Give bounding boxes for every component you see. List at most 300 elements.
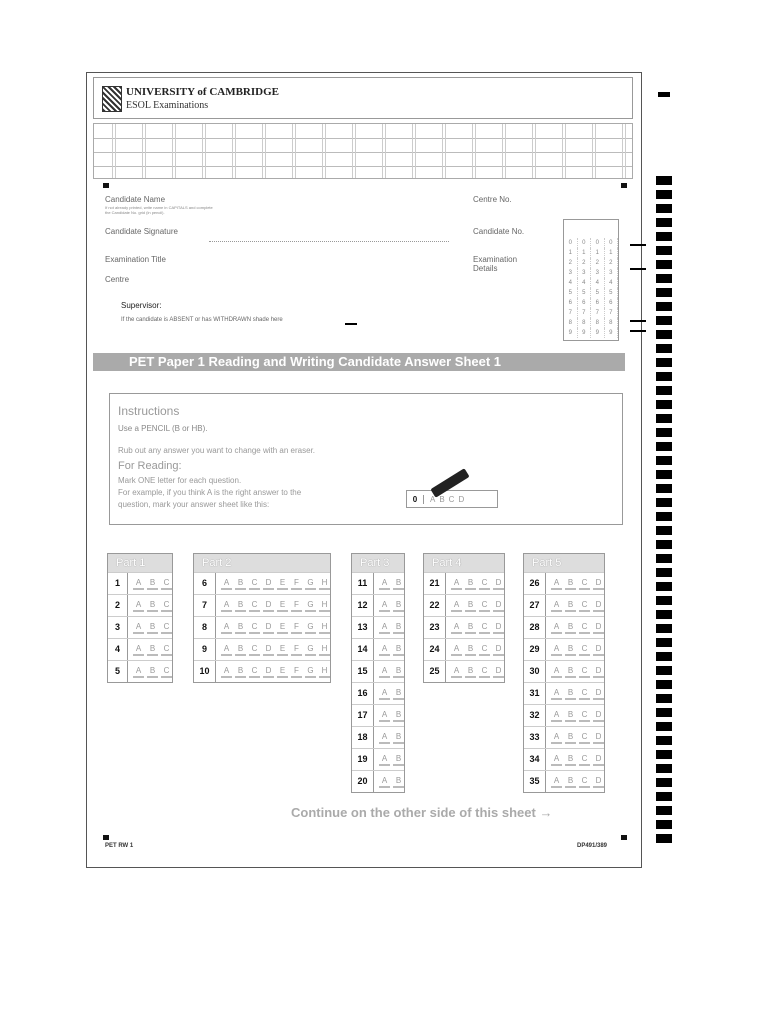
answer-options <box>374 666 404 678</box>
answer-options <box>546 600 604 612</box>
digit-bubble[interactable]: 3 <box>591 268 605 278</box>
answer-bubble[interactable]: B <box>465 622 476 634</box>
answer-bubble[interactable]: B <box>235 666 246 678</box>
answer-bubble[interactable]: B <box>147 578 158 590</box>
example-number: 0 <box>407 495 424 504</box>
example-answer <box>406 490 498 508</box>
answer-bubble[interactable]: C <box>161 578 172 590</box>
answer-bubble[interactable]: B <box>393 776 404 788</box>
digit-bubble[interactable]: 2 <box>564 258 578 268</box>
answer-bubble[interactable]: F <box>291 600 302 612</box>
answer-bubble[interactable]: G <box>305 644 316 656</box>
answer-bubble[interactable]: C <box>579 688 590 700</box>
answer-bubble[interactable]: C <box>249 644 260 656</box>
digit-bubble[interactable]: 9 <box>605 328 619 338</box>
digit-bubble[interactable]: 6 <box>564 298 578 308</box>
registration-mark <box>103 835 109 840</box>
answer-bubble[interactable]: G <box>305 600 316 612</box>
question-number: 32 <box>524 705 546 726</box>
timing-mark <box>656 176 672 185</box>
answer-row <box>524 572 604 594</box>
digit-row <box>564 328 618 338</box>
answer-bubble[interactable]: C <box>579 644 590 656</box>
answer-bubble[interactable]: B <box>147 666 158 678</box>
digit-bubble[interactable]: 9 <box>591 328 605 338</box>
answer-bubble[interactable]: A <box>379 710 390 722</box>
answer-bubble[interactable]: A <box>133 622 144 634</box>
answer-bubble[interactable]: B <box>465 666 476 678</box>
mark-one-instruction: Mark ONE letter for each question. <box>118 476 242 485</box>
digit-bubble[interactable]: 4 <box>591 278 605 288</box>
answer-bubble[interactable]: A <box>221 644 232 656</box>
answer-row <box>194 660 330 682</box>
centre-no-label: Centre No. <box>473 195 512 204</box>
answer-bubble[interactable]: B <box>393 666 404 678</box>
timing-mark <box>656 834 672 843</box>
answer-bubble[interactable]: D <box>593 688 604 700</box>
digit-bubble[interactable]: 3 <box>605 268 619 278</box>
digit-bubble[interactable]: 0 <box>578 238 592 248</box>
answer-row <box>352 572 404 594</box>
question-number: 27 <box>524 595 546 616</box>
answer-bubble[interactable]: B <box>565 644 576 656</box>
timing-mark <box>656 414 672 423</box>
answer-row <box>524 682 604 704</box>
rub-instruction: Rub out any answer you want to change with an eraser. <box>118 446 316 455</box>
answer-bubble[interactable]: A <box>379 754 390 766</box>
answer-bubble[interactable]: D <box>593 776 604 788</box>
timing-mark <box>656 806 672 815</box>
timing-mark <box>656 204 672 213</box>
answer-bubble[interactable]: A <box>451 666 462 678</box>
answer-bubble[interactable]: G <box>305 666 316 678</box>
answer-bubble[interactable]: D <box>593 600 604 612</box>
answer-bubble[interactable]: C <box>249 622 260 634</box>
answer-bubble[interactable]: B <box>393 622 404 634</box>
answer-options <box>546 644 604 656</box>
answer-options <box>446 578 504 590</box>
university-name: UNIVERSITY of CAMBRIDGE <box>126 86 279 98</box>
answer-bubble[interactable]: D <box>263 644 274 656</box>
answer-options <box>446 666 504 678</box>
digit-bubble[interactable]: 1 <box>578 248 592 258</box>
instructions-box <box>109 393 623 525</box>
answer-bubble[interactable]: D <box>593 644 604 656</box>
timing-mark <box>656 526 672 535</box>
answer-bubble[interactable]: D <box>493 666 504 678</box>
answer-row <box>108 594 172 616</box>
answer-bubble[interactable]: B <box>147 600 158 612</box>
answer-bubble[interactable]: A <box>551 622 562 634</box>
answer-bubble[interactable]: A <box>379 578 390 590</box>
question-number: 6 <box>194 573 216 594</box>
answer-bubble[interactable]: D <box>263 666 274 678</box>
answer-bubble[interactable]: A <box>379 732 390 744</box>
question-number: 33 <box>524 727 546 748</box>
digit-bubble[interactable]: 8 <box>591 318 605 328</box>
question-number: 22 <box>424 595 446 616</box>
digit-bubble[interactable]: 8 <box>578 318 592 328</box>
answer-bubble[interactable]: C <box>161 600 172 612</box>
examination-title-label: Examination Title <box>105 255 166 264</box>
pencil-instruction: Use a PENCIL (B or HB). <box>118 424 208 433</box>
timing-mark <box>656 344 672 353</box>
answer-options <box>374 644 404 656</box>
answer-bubble[interactable]: A <box>133 644 144 656</box>
candidate-name-note: If not already printed, write name in CAPITALS and complete the Candidate No. grid (in pencil). <box>105 205 213 215</box>
question-number: 1 <box>108 573 128 594</box>
timing-mark <box>656 190 672 199</box>
answer-bubble[interactable]: B <box>465 600 476 612</box>
digit-bubble[interactable]: 0 <box>605 238 619 248</box>
answer-bubble[interactable]: C <box>479 644 490 656</box>
answer-bubble[interactable]: B <box>393 754 404 766</box>
timing-mark <box>656 554 672 563</box>
digit-bubble[interactable]: 5 <box>564 288 578 298</box>
answer-bubble[interactable]: A <box>551 644 562 656</box>
answer-bubble[interactable]: A <box>221 578 232 590</box>
answer-row <box>524 770 604 792</box>
answer-bubble[interactable]: G <box>305 622 316 634</box>
answer-options <box>216 666 330 678</box>
answer-bubble[interactable]: A <box>221 600 232 612</box>
answer-bubble[interactable]: A <box>379 622 390 634</box>
sheet-title: PET Paper 1 Reading and Writing Candidate Answer Sheet 1 <box>93 353 625 371</box>
answer-bubble[interactable]: A <box>551 578 562 590</box>
digit-bubble[interactable]: 6 <box>578 298 592 308</box>
answer-bubble[interactable]: A <box>379 644 390 656</box>
digit-bubble[interactable]: 3 <box>578 268 592 278</box>
digit-bubble[interactable]: 2 <box>591 258 605 268</box>
answer-bubble[interactable]: B <box>235 622 246 634</box>
digit-bubble[interactable]: 7 <box>564 308 578 318</box>
instructions-heading: Instructions <box>118 404 180 418</box>
digit-bubble[interactable]: 1 <box>591 248 605 258</box>
question-number: 15 <box>352 661 374 682</box>
answer-row <box>524 748 604 770</box>
answer-bubble[interactable]: D <box>593 666 604 678</box>
answer-bubble[interactable]: A <box>133 666 144 678</box>
answer-bubble[interactable]: A <box>379 688 390 700</box>
answer-bubble[interactable]: B <box>235 578 246 590</box>
answer-bubble[interactable]: C <box>579 776 590 788</box>
centre-label: Centre <box>105 275 130 284</box>
answer-row <box>352 682 404 704</box>
answer-options <box>374 732 404 744</box>
answer-bubble[interactable]: A <box>379 600 390 612</box>
answer-options <box>546 732 604 744</box>
answer-options <box>546 578 604 590</box>
digit-bubble[interactable]: 5 <box>578 288 592 298</box>
answer-bubble[interactable]: B <box>565 688 576 700</box>
digit-bubble[interactable]: 4 <box>578 278 592 288</box>
answer-bubble[interactable]: D <box>493 644 504 656</box>
answer-bubble[interactable]: A <box>551 666 562 678</box>
answer-bubble[interactable]: B <box>147 644 158 656</box>
question-number: 4 <box>108 639 128 660</box>
timing-mark <box>656 484 672 493</box>
side-mark <box>630 330 646 332</box>
answer-bubble[interactable]: E <box>277 578 288 590</box>
answer-row <box>424 594 504 616</box>
digit-bubble[interactable]: 5 <box>591 288 605 298</box>
answer-bubble[interactable]: G <box>305 578 316 590</box>
side-mark <box>630 244 646 246</box>
answer-bubble[interactable]: F <box>291 578 302 590</box>
answer-bubble[interactable]: F <box>291 666 302 678</box>
digit-bubble[interactable]: 9 <box>578 328 592 338</box>
answer-part-3 <box>351 553 405 793</box>
answer-bubble[interactable]: H <box>319 644 330 656</box>
question-number: 25 <box>424 661 446 682</box>
timing-mark <box>656 694 672 703</box>
candidate-number-entry[interactable] <box>564 220 618 238</box>
answer-bubble[interactable]: C <box>479 666 490 678</box>
answer-bubble[interactable]: E <box>277 666 288 678</box>
answer-row <box>108 660 172 682</box>
timing-marks <box>656 176 672 841</box>
answer-bubble[interactable]: A <box>551 600 562 612</box>
answer-bubble[interactable]: A <box>551 710 562 722</box>
answer-bubble[interactable]: D <box>263 600 274 612</box>
digit-row <box>564 248 618 258</box>
answer-bubble[interactable]: H <box>319 578 330 590</box>
answer-bubble[interactable]: B <box>565 666 576 678</box>
timing-mark <box>656 512 672 521</box>
answer-bubble[interactable]: E <box>277 600 288 612</box>
digit-bubble[interactable]: 6 <box>591 298 605 308</box>
answer-bubble[interactable]: A <box>451 578 462 590</box>
question-number: 24 <box>424 639 446 660</box>
question-number: 13 <box>352 617 374 638</box>
answer-options <box>374 754 404 766</box>
answer-bubble[interactable]: A <box>379 776 390 788</box>
timing-mark <box>656 582 672 591</box>
digit-bubble[interactable]: 7 <box>605 308 619 318</box>
question-number: 21 <box>424 573 446 594</box>
answer-bubble[interactable]: C <box>579 578 590 590</box>
answer-part-4 <box>423 553 505 683</box>
question-number: 10 <box>194 661 216 682</box>
digit-bubble[interactable]: 4 <box>605 278 619 288</box>
candidate-no-label: Candidate No. <box>473 227 525 236</box>
answer-bubble[interactable]: C <box>249 578 260 590</box>
digit-row <box>564 278 618 288</box>
question-number: 20 <box>352 771 374 792</box>
answer-bubble[interactable]: H <box>319 600 330 612</box>
answer-bubble[interactable]: A <box>133 600 144 612</box>
absent-shade-box[interactable] <box>345 323 357 325</box>
answer-bubble[interactable]: C <box>579 666 590 678</box>
answer-bubble[interactable]: B <box>565 600 576 612</box>
answer-bubble[interactable]: B <box>565 622 576 634</box>
answer-bubble[interactable]: C <box>161 644 172 656</box>
answer-bubble[interactable]: C <box>249 666 260 678</box>
timing-mark <box>656 316 672 325</box>
timing-mark <box>656 596 672 605</box>
answer-bubble[interactable]: B <box>565 754 576 766</box>
question-number: 29 <box>524 639 546 660</box>
answer-bubble[interactable]: A <box>133 578 144 590</box>
timing-mark <box>656 820 672 829</box>
timing-mark <box>656 302 672 311</box>
answer-bubble[interactable]: C <box>249 600 260 612</box>
example-line-2: question, mark your answer sheet like this: <box>118 500 270 509</box>
answer-bubble[interactable]: D <box>493 578 504 590</box>
digit-bubble[interactable]: 7 <box>591 308 605 318</box>
timing-mark <box>656 568 672 577</box>
answer-bubble[interactable]: D <box>493 600 504 612</box>
side-mark <box>630 320 646 322</box>
answer-bubble[interactable]: B <box>147 622 158 634</box>
answer-bubble[interactable]: A <box>551 776 562 788</box>
answer-bubble[interactable]: D <box>593 754 604 766</box>
example-line-1: For example, if you think A is the right answer to the <box>118 488 302 497</box>
answer-bubble[interactable]: B <box>465 644 476 656</box>
answer-bubble[interactable]: B <box>565 578 576 590</box>
timing-mark <box>656 260 672 269</box>
answer-bubble[interactable]: B <box>393 732 404 744</box>
digit-bubble[interactable]: 8 <box>605 318 619 328</box>
answer-bubble[interactable]: C <box>579 622 590 634</box>
answer-row <box>108 638 172 660</box>
candidate-signature-label: Candidate Signature <box>105 227 178 236</box>
answer-bubble[interactable]: B <box>393 688 404 700</box>
registration-mark <box>103 183 109 188</box>
digit-bubble[interactable]: 2 <box>578 258 592 268</box>
answer-row <box>352 748 404 770</box>
question-number: 16 <box>352 683 374 704</box>
answer-row <box>352 704 404 726</box>
digit-bubble[interactable]: 7 <box>578 308 592 318</box>
answer-options <box>446 644 504 656</box>
answer-bubble[interactable]: C <box>161 666 172 678</box>
answer-bubble[interactable]: A <box>451 622 462 634</box>
answer-bubble[interactable]: C <box>479 622 490 634</box>
question-number: 14 <box>352 639 374 660</box>
part-title: Part 2 <box>194 554 330 572</box>
answer-bubble[interactable]: B <box>235 644 246 656</box>
digit-bubble[interactable]: 2 <box>605 258 619 268</box>
answer-bubble[interactable]: D <box>263 578 274 590</box>
answer-bubble[interactable]: A <box>379 666 390 678</box>
supervisor-label: Supervisor: <box>121 301 162 310</box>
answer-row <box>352 594 404 616</box>
timing-grid <box>93 123 633 179</box>
timing-mark <box>656 736 672 745</box>
answer-bubble[interactable]: E <box>277 644 288 656</box>
form-code-left: PET RW 1 <box>105 843 134 849</box>
answer-bubble[interactable]: F <box>291 644 302 656</box>
answer-bubble[interactable]: C <box>579 732 590 744</box>
answer-bubble[interactable]: B <box>393 710 404 722</box>
answer-bubble[interactable]: D <box>593 622 604 634</box>
timing-mark <box>656 610 672 619</box>
candidate-number-grid[interactable] <box>563 219 619 341</box>
timing-mark <box>656 372 672 381</box>
answer-bubble[interactable]: C <box>161 622 172 634</box>
answer-options <box>374 622 404 634</box>
answer-bubble[interactable]: D <box>593 732 604 744</box>
answer-row <box>194 594 330 616</box>
answer-bubble[interactable]: B <box>393 578 404 590</box>
answer-bubble[interactable]: C <box>479 600 490 612</box>
answer-bubble[interactable]: B <box>235 600 246 612</box>
answer-options <box>546 622 604 634</box>
answer-bubble[interactable]: F <box>291 622 302 634</box>
answer-row <box>352 726 404 748</box>
answer-options <box>546 776 604 788</box>
digit-bubble[interactable]: 0 <box>591 238 605 248</box>
answer-row <box>194 572 330 594</box>
digit-bubble[interactable]: 3 <box>564 268 578 278</box>
registration-mark <box>621 835 627 840</box>
answer-bubble[interactable]: C <box>579 600 590 612</box>
digit-bubble[interactable]: 0 <box>564 238 578 248</box>
digit-bubble[interactable]: 9 <box>564 328 578 338</box>
timing-mark <box>656 358 672 367</box>
answer-bubble[interactable]: B <box>465 578 476 590</box>
answer-bubble[interactable]: A <box>451 600 462 612</box>
answer-bubble[interactable]: H <box>319 666 330 678</box>
answer-bubble[interactable]: B <box>565 776 576 788</box>
answer-bubble[interactable]: D <box>493 622 504 634</box>
answer-bubble[interactable]: B <box>393 600 404 612</box>
answer-bubble[interactable]: B <box>393 644 404 656</box>
answer-bubble[interactable]: E <box>277 622 288 634</box>
digit-bubble[interactable]: 6 <box>605 298 619 308</box>
timing-mark <box>656 232 672 241</box>
answer-bubble[interactable]: C <box>579 710 590 722</box>
answer-options <box>446 600 504 612</box>
digit-bubble[interactable]: 1 <box>564 248 578 258</box>
answer-bubble[interactable]: C <box>479 578 490 590</box>
digit-row <box>564 308 618 318</box>
timing-mark <box>656 456 672 465</box>
answer-row <box>524 704 604 726</box>
timing-mark <box>656 680 672 689</box>
answer-bubble[interactable]: A <box>551 754 562 766</box>
question-number: 26 <box>524 573 546 594</box>
answer-row <box>424 616 504 638</box>
answer-bubble[interactable]: D <box>593 578 604 590</box>
digit-rows <box>564 238 618 338</box>
answer-bubble[interactable]: A <box>221 666 232 678</box>
answer-row <box>424 572 504 594</box>
answer-bubble[interactable]: B <box>565 732 576 744</box>
digit-bubble[interactable]: 1 <box>605 248 619 258</box>
digit-bubble[interactable]: 8 <box>564 318 578 328</box>
for-reading-heading: For Reading: <box>118 460 182 472</box>
digit-bubble[interactable]: 5 <box>605 288 619 298</box>
answer-bubble[interactable]: H <box>319 622 330 634</box>
answer-bubble[interactable]: B <box>565 710 576 722</box>
answer-bubble[interactable]: A <box>551 732 562 744</box>
question-number: 28 <box>524 617 546 638</box>
answer-bubble[interactable]: A <box>551 688 562 700</box>
answer-options <box>128 600 172 612</box>
answer-bubble[interactable]: A <box>221 622 232 634</box>
answer-bubble[interactable]: D <box>593 710 604 722</box>
answer-bubble[interactable]: C <box>579 754 590 766</box>
answer-bubble[interactable]: A <box>451 644 462 656</box>
registration-mark <box>621 183 627 188</box>
digit-bubble[interactable]: 4 <box>564 278 578 288</box>
answer-row <box>108 616 172 638</box>
timing-mark <box>658 92 670 97</box>
answer-bubble[interactable]: D <box>263 622 274 634</box>
timing-mark <box>656 624 672 633</box>
